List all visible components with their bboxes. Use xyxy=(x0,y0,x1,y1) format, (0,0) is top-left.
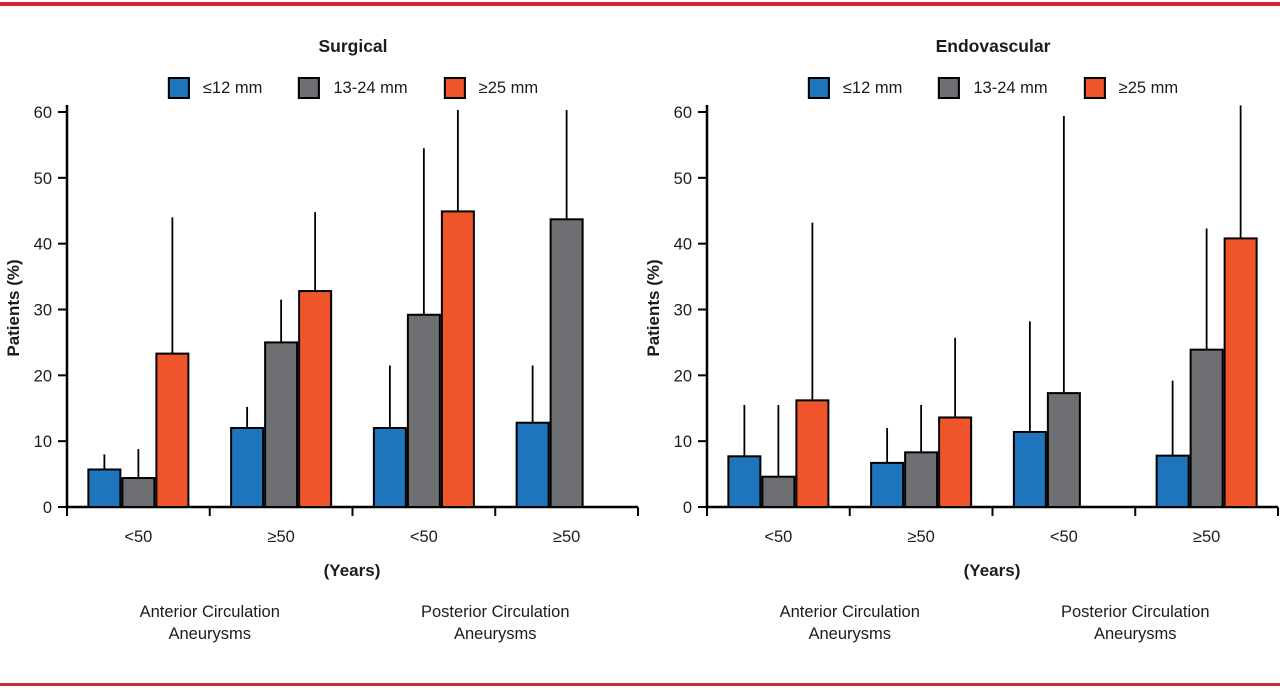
bar xyxy=(1048,393,1080,507)
bar xyxy=(408,315,440,507)
bar xyxy=(871,463,903,507)
legend-label: 13-24 mm xyxy=(333,78,408,97)
plot-area xyxy=(640,0,1280,690)
x-tick-label: ≥50 xyxy=(267,528,295,546)
legend-label: ≤12 mm xyxy=(842,78,903,97)
y-tick-label: 30 xyxy=(673,301,692,320)
bar xyxy=(1225,238,1257,507)
legend-label: 13-24 mm xyxy=(973,78,1048,97)
x-tick-label: ≥50 xyxy=(1192,528,1221,546)
y-tick-label: 10 xyxy=(33,433,52,452)
bar xyxy=(517,423,549,507)
bar xyxy=(939,417,971,507)
y-tick-label: 10 xyxy=(673,433,692,452)
x-tick-label: <50 xyxy=(409,528,438,546)
y-tick-label: 60 xyxy=(673,104,692,122)
x-tick-label: <50 xyxy=(124,528,153,546)
y-tick-label: 30 xyxy=(33,301,52,320)
y-tick-label: 50 xyxy=(33,169,52,188)
endovascular-chart xyxy=(640,0,1280,690)
bar xyxy=(1014,432,1046,507)
legend-label: ≥25 mm xyxy=(1118,78,1179,97)
bottom-rule xyxy=(0,683,1280,686)
y-tick-label: 40 xyxy=(673,235,692,254)
bar xyxy=(1157,456,1189,507)
x-tick-label: ≥50 xyxy=(552,528,581,546)
bar xyxy=(551,219,583,507)
bar xyxy=(728,456,760,507)
x-tick-label: <50 xyxy=(764,528,793,546)
section-label: Posterior Circulation xyxy=(1060,603,1210,621)
x-tick-label: ≥50 xyxy=(907,528,935,546)
bar xyxy=(265,342,297,507)
x-axis-label: (Years) xyxy=(323,561,381,580)
chart-title: Endovascular xyxy=(935,36,1051,56)
legend-label: ≥25 mm xyxy=(478,78,539,97)
y-tick-label: 40 xyxy=(33,235,52,254)
y-tick-label: 0 xyxy=(42,499,52,517)
section-label: Posterior Circulation xyxy=(420,603,570,621)
x-axis-label: (Years) xyxy=(963,561,1021,580)
bar xyxy=(374,428,406,507)
y-tick-label: 20 xyxy=(33,367,52,386)
bar xyxy=(442,211,474,507)
bar xyxy=(299,291,331,507)
y-tick-label: 50 xyxy=(673,169,692,188)
bar xyxy=(231,428,263,507)
section-label: Aneurysms xyxy=(808,625,892,643)
section-label: Anterior Circulation xyxy=(139,603,280,621)
bar xyxy=(122,478,154,507)
section-label: Aneurysms xyxy=(168,625,252,643)
bar xyxy=(88,469,120,507)
chart-title: Surgical xyxy=(318,36,388,56)
bar xyxy=(762,477,794,507)
legend-label: ≤12 mm xyxy=(202,78,263,97)
section-label: Anterior Circulation xyxy=(779,603,920,621)
section-label: Aneurysms xyxy=(1093,625,1177,643)
y-tick-label: 60 xyxy=(33,104,52,122)
x-tick-label: <50 xyxy=(1049,528,1078,546)
section-label: Aneurysms xyxy=(453,625,537,643)
y-tick-label: 0 xyxy=(682,499,692,517)
y-axis-label: Patients (%) xyxy=(4,259,23,357)
bar xyxy=(905,452,937,507)
y-axis-label: Patients (%) xyxy=(644,259,663,357)
bar xyxy=(1191,350,1223,507)
bar xyxy=(156,354,188,507)
y-tick-label: 20 xyxy=(673,367,692,386)
bar xyxy=(796,400,828,507)
